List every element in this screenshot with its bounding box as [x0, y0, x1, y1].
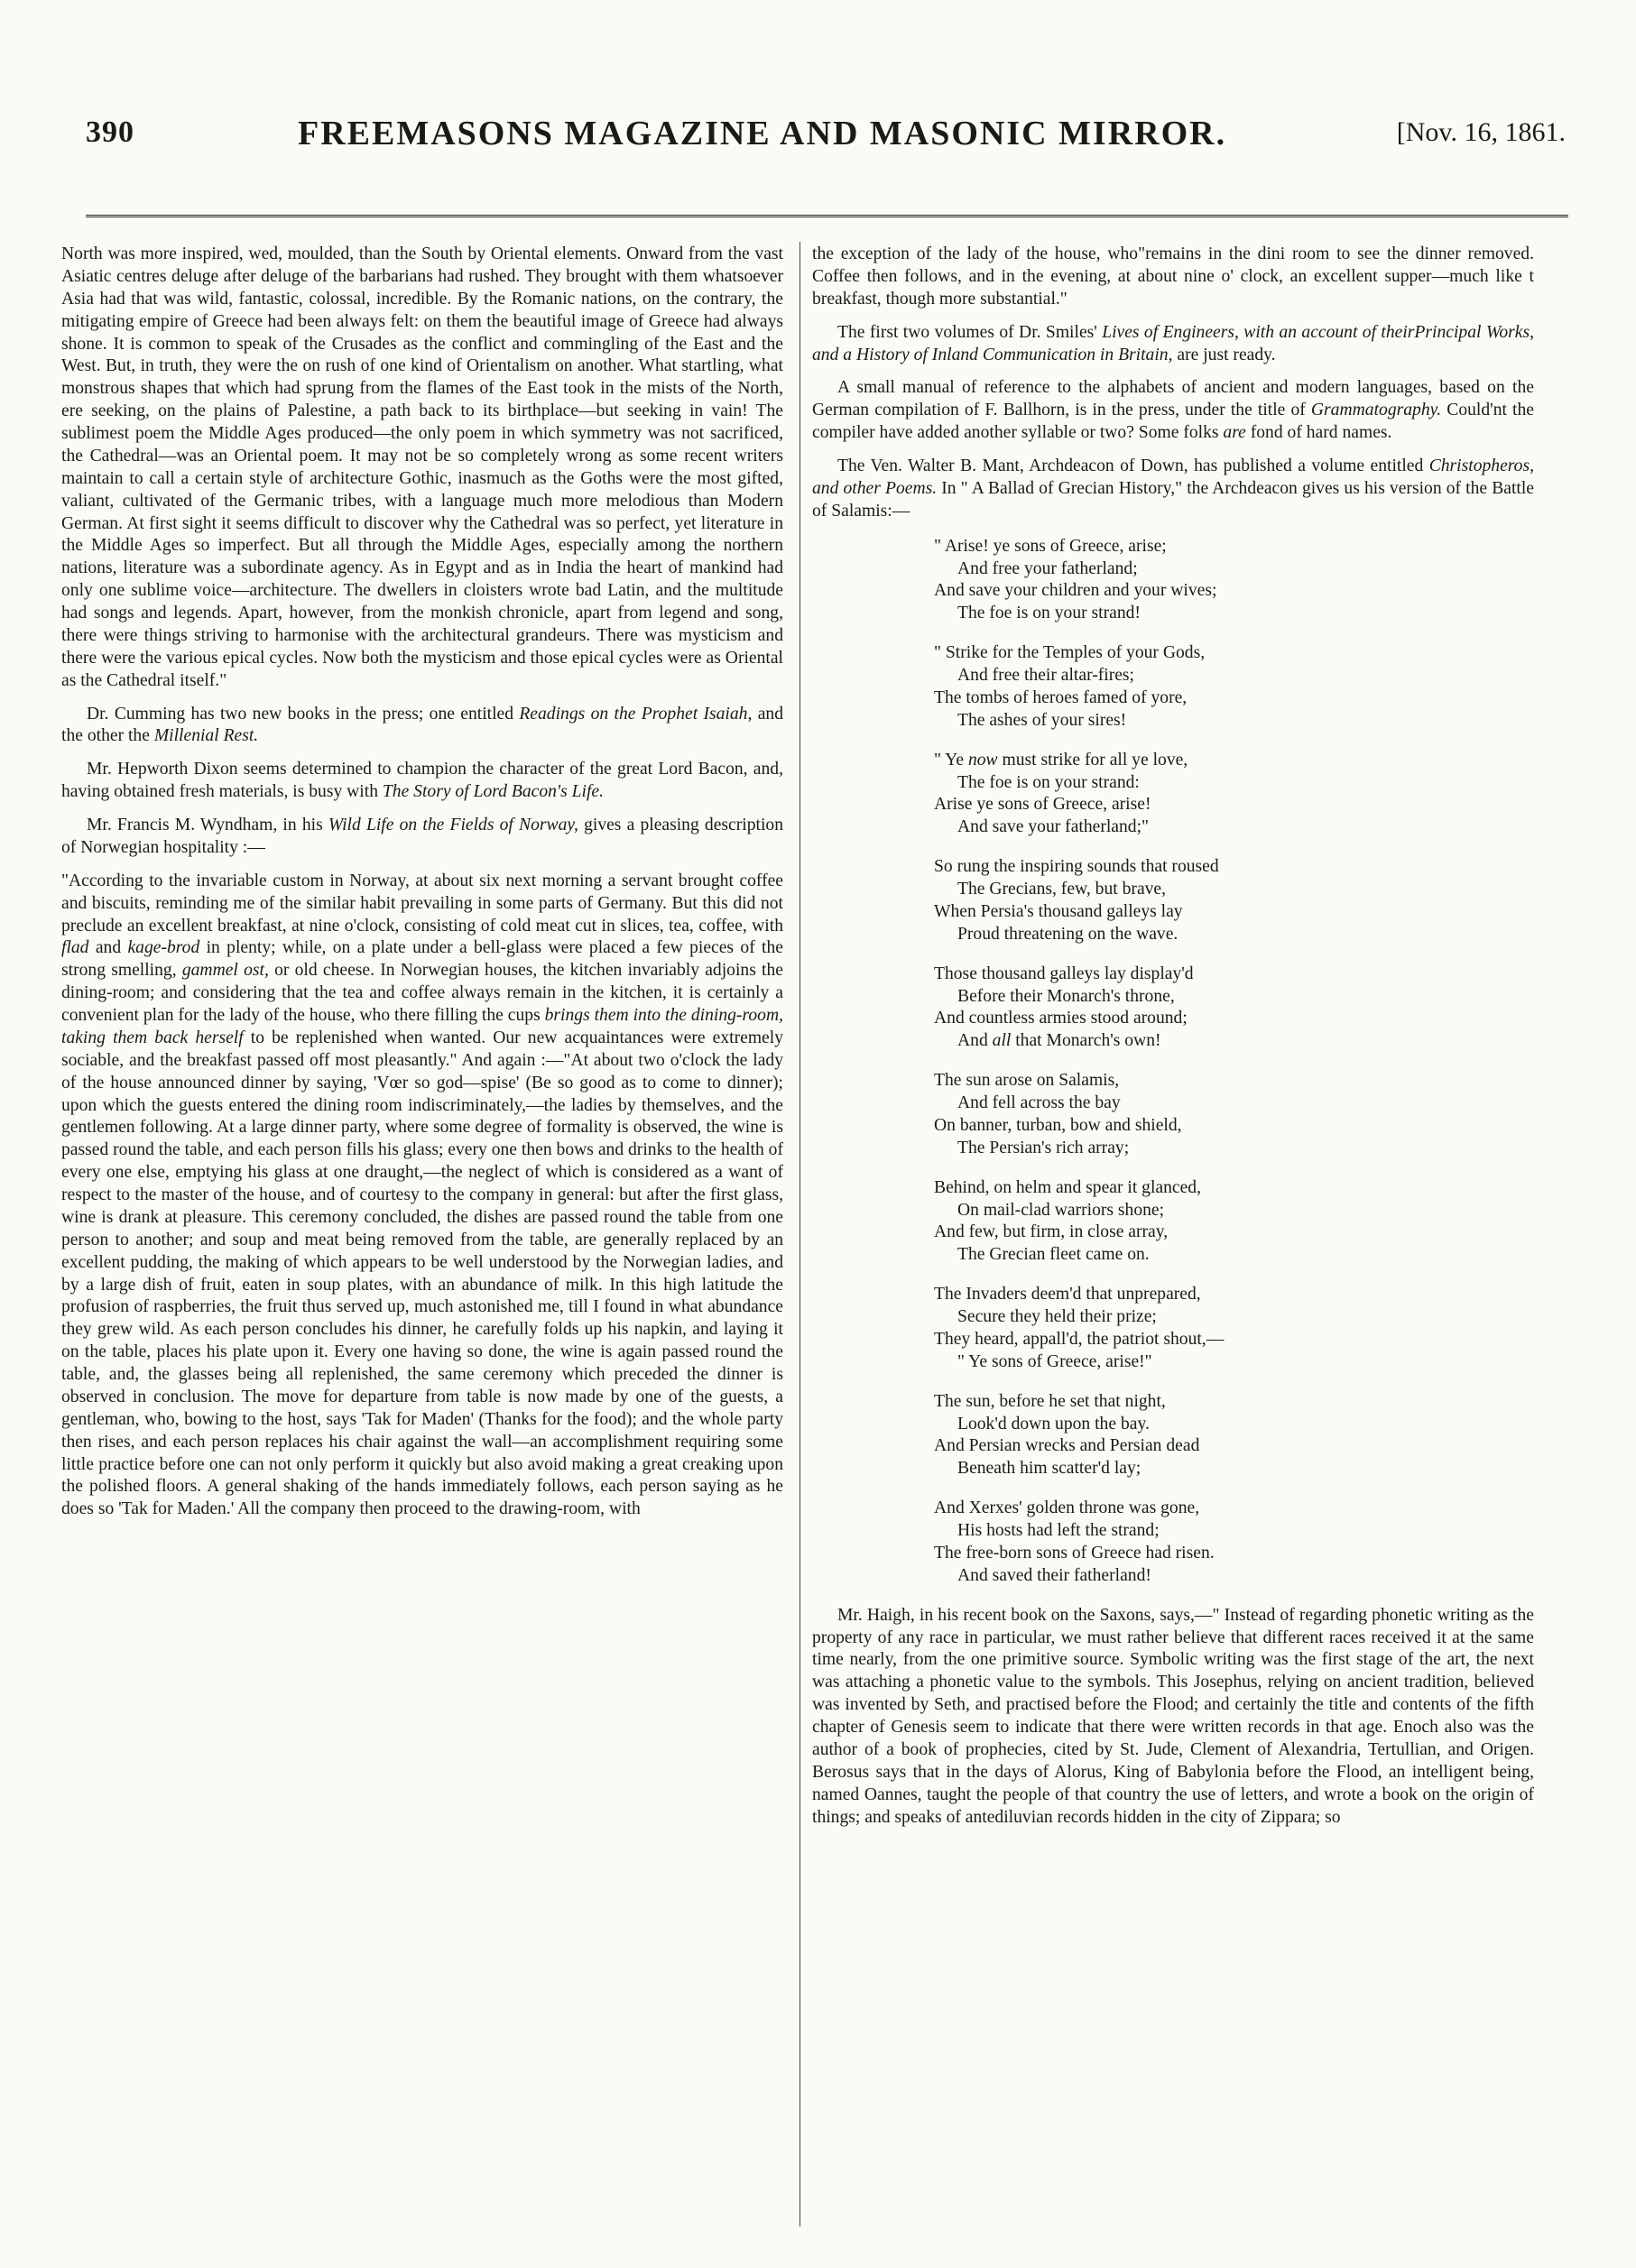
stanza: And Xerxes' golden throne was gone, His hosts had left the strand; The free-born sons of Greece had risen. And saved their fatherland! — [934, 1498, 1215, 1585]
paragraph: Mr. Francis M. Wyndham, in his Wild Life on the Fields of Norway, gives a pleasing description of Norwegian hospitality :— — [61, 816, 783, 857]
book-title: Wild Life on the Fields of Norway, — [328, 816, 578, 834]
paragraph: the exception of the lady of the house, who"remains in the dini room to see the dinner removed. Coffee then follows, and in the evening, at about nine o' clock, an excellent supper—much like t breakfast, though more substantial." — [812, 244, 1534, 309]
stanza: Those thousand galleys lay display'd Before their Monarch's throne, And countless armies stood around; And all that Monarch's own! — [934, 963, 1194, 1051]
stanza: " Arise! ye sons of Greece, arise; And free your fatherland; And save your children and your wives; The foe is on your strand! — [934, 536, 1217, 623]
stanza: The Invaders deem'd that unprepared, Secure they held their prize; They heard, appall'd, the patriot shout,— " Ye sons of Greece, arise!" — [934, 1285, 1225, 1371]
quoted-paragraph: "According to the invariable custom in Norway, at about six next morning a servant brought coffee and biscuits, reminding me of the similar habit prevailing in some parts of Germany. But this did not preclude an excellent breakfast, at nine o'clock, consisting of cold meat cut in slices, tea, coffee, with flad and kage-brod in plenty; while, on a plate under a bell-glass were placed a few pieces of the strong smelling, gammel ost, or old cheese. In Norwegian houses, the kitchen invariably adjoins the dining-room; and considering that the tea and coffee always remain in the kitchen, it is certainly a convenient plan for the lady of the house, who there filling the cups brings them into the dining-room, taking them back herself to be replenished when wanted. Our new acquaintances were extremely sociable, and the breakfast passed off most pleasantly." And again :—"At about two o'clock the lady of the house announced dinner by saying, 'Vœr so god—spise' (Be so good as to come to dinner); upon which the guests entered the dining room indiscriminately,—the ladies by themselves, and the gentlemen following. At a large dinner party, where some degree of formality is observed, the wine is passed round the table, and each person fills his glass; every one then bows and drinks to the health of every one else, emptying his glass at one draught,—the neglect of which is considered as a want of respect to the master of the house, and of courtesy to the company in general: but after the first glass, wine is drank at pleasure. This ceremony concluded, the dishes are passed round the table from one person to another; and soup and meat being removed from the table, are generally replaced by an excellent pudding, the making of which appears to be well understood by the Norwegian ladies, and by a large dish of fruit, eaten in soup plates, with an abundance of milk. In this high latitude the profusion of raspberries, the fruit thus served up, much astonished me, till I found in what abundance they grew wild. As each person concludes his dinner, he carefully folds up his napkin, and laying it on the table, places his plate upon it. Every one having so done, the wine is again passed round the table, and, the glasses being all replenished, the same ceremony which preceded the dinner is observed in conclusion. The move for departure from table is now made by one of the guests, a gentleman, who, bowing to the host, says 'Tak for Maden' (Thanks for the food); and the whole party then rises, and each person replaces his chair against the wall—an accomplishment requiring some little practice before one can not only perform it quickly but also avoid making a great creaking upon the polished floors. A general shaking of the hands immediately follows, each person saying as he does so 'Tak for Maden.' All the company then proceed to the drawing-room, with — [61, 871, 783, 1519]
ballad-poem — [934, 536, 1534, 1588]
page-header — [86, 115, 1566, 170]
paragraph: Dr. Cumming has two new books in the press; one entitled Readings on the Prophet Isaiah, and the other the Millenial Rest. — [61, 704, 783, 746]
book-title: Grammatography. — [1310, 401, 1442, 420]
book-title: Millenial Rest. — [153, 726, 259, 746]
left-column — [61, 244, 783, 2228]
masthead-title: FREEMASONS MAGAZINE AND MASONIC MIRROR. — [298, 115, 1227, 152]
paragraph: Mr. Hepworth Dixon seems determined to champion the character of the great Lord Bacon, and, having obtained fresh materials, is busy with The Story of Lord Bacon's Life. — [61, 760, 783, 802]
book-title: Lives of Engineers, with an account of theirPrincipal Works, and a History of Inland Communication in Britain, — [812, 322, 1534, 364]
paragraph: The Ven. Walter B. Mant, Archdeacon of Down, has published a volume entitled Christopheros, and other Poems. In " A Ballad of Grecian History," the Archdeacon gives us his version of the Battle of Salamis:— — [812, 456, 1534, 521]
paragraph: A small manual of reference to the alphabets of ancient and modern languages, based on the German compilation of F. Ballhorn, is in the press, under the title of Grammatography. Could'nt the compiler have added another syllable or two? Some folks are fond of hard names. — [812, 378, 1534, 443]
issue-date: [Nov. 16, 1861. — [1396, 117, 1566, 147]
page-number: 390 — [86, 115, 134, 149]
book-title: The Story of Lord Bacon's Life. — [382, 782, 605, 802]
stanza: Behind, on helm and spear it glanced, On mail-clad warriors shone; And few, but firm, in close array, The Grecian fleet came on. — [934, 1177, 1202, 1265]
book-title: Readings on the Prophet Isaiah, — [519, 704, 753, 724]
stanza: The sun, before he set that night, Look'd down upon the bay. And Persian wrecks and Persian dead Beneath him scatter'd lay; — [934, 1391, 1200, 1479]
stanza: So rung the inspiring sounds that roused The Grecians, few, but brave, When Persia's thousand galleys lay Proud threatening on the wave. — [934, 857, 1219, 944]
stanza: The sun arose on Salamis, And fell across the bay On banner, turban, bow and shield, The Persian's rich array; — [934, 1071, 1182, 1157]
stanza: " Strike for the Temples of your Gods, And free their altar-fires; The tombs of heroes famed of yore, The ashes of your sires! — [934, 643, 1206, 730]
paragraph: North was more inspired, wed, moulded, than the South by Oriental elements. Onward from the vast Asiatic centres deluge after deluge of the barbarians had rushed. They brought with them whatsoever Asia had that was wild, fantastic, colossal, incredible. By the Romanic nations, on the contrary, the mitigating empire of Greece had been always felt: on them the beautiful image of Greece had always shone. It is common to speak of the Crusades as the conflict and commingling of the East and the West. But, in truth, they were the on rush of one kind of Orientalism on another. What startling, what monstrous shapes that which had sprung from the flames of the East took in the mists of the North, ere seeking, on the plains of Palestine, a path back to its birthplace—but seeking in vain! The sublimest poem the Middle Ages produced—the only poem in which symmetry was not sacrificed, the Cathedral—was an Oriental poem. It may not be so completely wrong as some recent writers maintain to call a certain style of architecture Gothic, inasmuch as the Goths were the most gifted, valiant, cultivated of the Germanic tribes, with a language much more melodious than Modern German. At first sight it seems difficult to discover why the Cathedral was so perfect, yet literature in the Middle Ages so imperfect. But all through the Middle Ages, especially among the northern nations, literature was a subordinate agency. As in Egypt and as in India the heart of mankind had only one sublime voice—architecture. The dwellers in cloisters wrote bad Latin, and the multitude had songs and legends. Apart, however, from the monkish chronicle, apart from legend and song, there were things striving to harmonise with the architectural grandeurs. There was mysticism and there were the various epical cycles. Now both the mysticism and those epical cycles were as Oriental as the Cathedral itself." — [61, 244, 783, 690]
header-rule — [86, 215, 1568, 217]
stanza: " Ye now must strike for all ye love, The foe is on your strand: Arise ye sons of Greece, arise! And save your fatherland;" — [934, 750, 1188, 837]
book-title: Christopheros, and other Poems. — [812, 456, 1534, 498]
paragraph: Mr. Haigh, in his recent book on the Saxons, says,—" Instead of regarding phonetic writing as the property of any race in particular, we must rather believe that different races received it at the same time nearly, from the one primitive source. Symbolic writing was the first stage of the art, the next was attaching a phonetic value to the symbols. This Josephus, relying on ancient tradition, believed was invented by Seth, and practised before the Flood; and certainly the title and contents of the fifth chapter of Genesis seem to indicate that there were written records in that age. Enoch also was the author of a book of prophecies, cited by St. Jude, Clement of Alexandria, Tertullian, and Origen. Berosus says that in the days of Alorus, King of Babylonia before the Flood, an intelligent being, named Oannes, taught the people of that country the use of letters, and wrote a book on the origin of things; and speaks of antediluvian records hidden in the city of Zippara; so — [812, 1605, 1534, 1827]
right-column — [812, 244, 1534, 2228]
paragraph: The first two volumes of Dr. Smiles' Lives of Engineers, with an account of theirPrincipal Works, and a History of Inland Communication in Britain, are just ready. — [812, 322, 1534, 364]
